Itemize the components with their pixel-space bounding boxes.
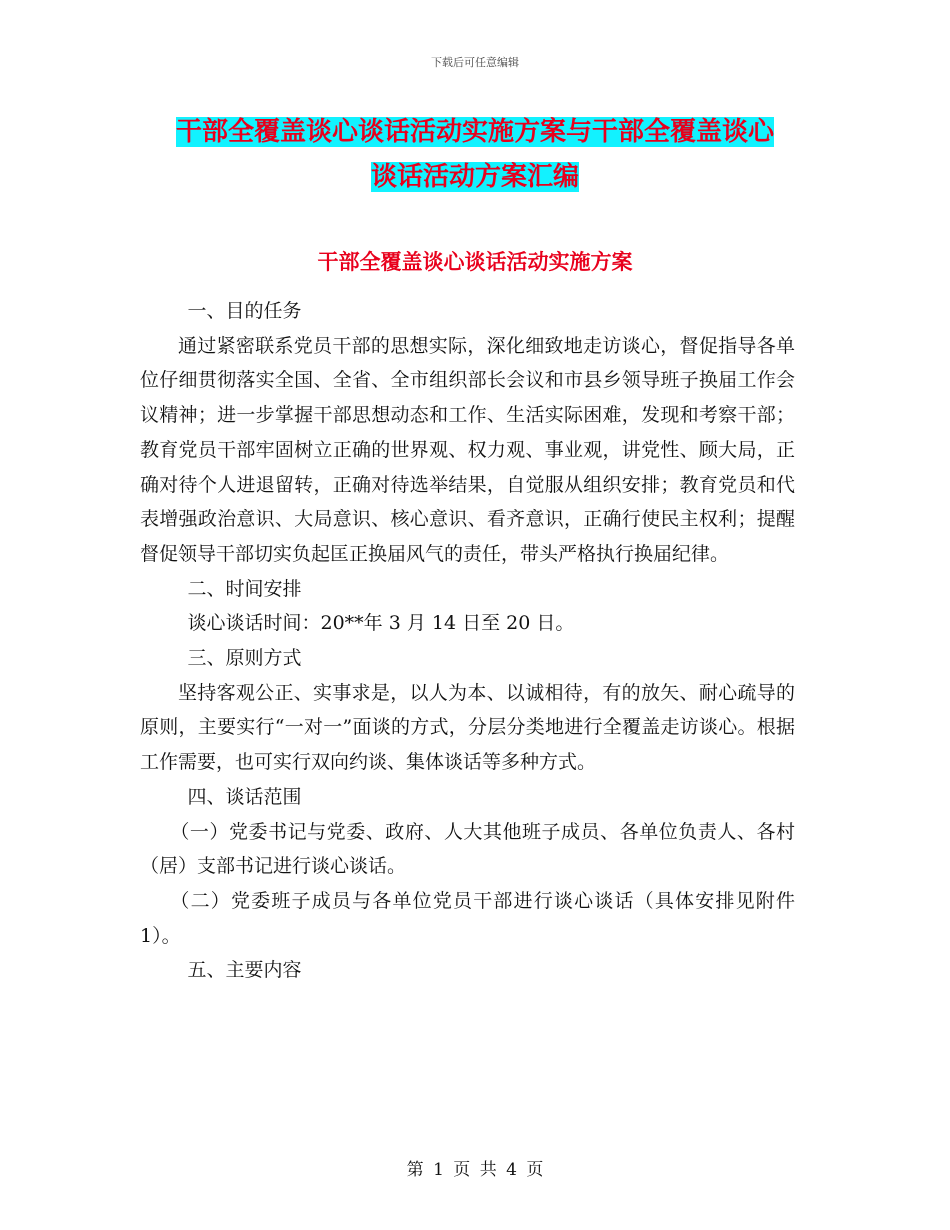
heading-schedule: 二、时间安排 [187, 577, 302, 600]
document-title [150, 110, 800, 200]
document-title-line-2: 谈话活动方案汇编 [370, 162, 579, 192]
header-note: 下载后可任意编辑 [431, 56, 519, 69]
document-title-line-1: 干部全覆盖谈心谈话活动实施方案与干部全覆盖谈心 [175, 117, 774, 147]
paragraph-scope-2: （二）党委班子成员与各单位党员干部进行谈心谈话（具体安排见附件 1）。 [140, 889, 795, 947]
document-body [140, 294, 795, 988]
heading-principles: 三、原则方式 [187, 647, 302, 670]
paragraph-schedule: 谈心谈话时间：20**年 3 月 14 日至 20 日。 [187, 612, 575, 635]
paragraph-purpose: 通过紧密联系党员干部的思想实际，深化细致地走访谈心，督促指导各单位仔细贯彻落实全国、全省、全市组织部长会议和市县乡领导班子换届工作会议精神；进一步掌握干部思想动态和工作、生活实际困难，发现和考察干部；教育党员干部牢固树立正确的世界观、权力观、事业观，讲党性、顾大局，正确对待个人进退留转，正确对待选举结果，自觉服从组织安排；教育党员和代表增强政治意识、大局意识、核心意识、看齐意识，正确行使民主权利；提醒督促领导干部切实负起匡正换届风气的责任，带头严格执行换届纪律。 [140, 334, 795, 565]
page-footer: 第 1 页 共 4 页 [406, 1160, 544, 1180]
heading-scope: 四、谈话范围 [187, 785, 302, 808]
section-title: 干部全覆盖谈心谈话活动实施方案 [317, 249, 633, 274]
paragraph-scope-1: （一）党委书记与党委、政府、人大其他班子成员、各单位负责人、各村（居）支部书记进行谈心谈话。 [140, 820, 795, 878]
heading-content: 五、主要内容 [187, 959, 302, 982]
paragraph-principles: 坚持客观公正、实事求是，以人为本、以诚相待，有的放矢、耐心疏导的原则，主要实行“一对一”面谈的方式，分层分类地进行全覆盖走访谈心。根据工作需要，也可实行双向约谈、集体谈话等多种方式。 [140, 681, 795, 774]
heading-purpose: 一、目的任务 [187, 300, 302, 322]
